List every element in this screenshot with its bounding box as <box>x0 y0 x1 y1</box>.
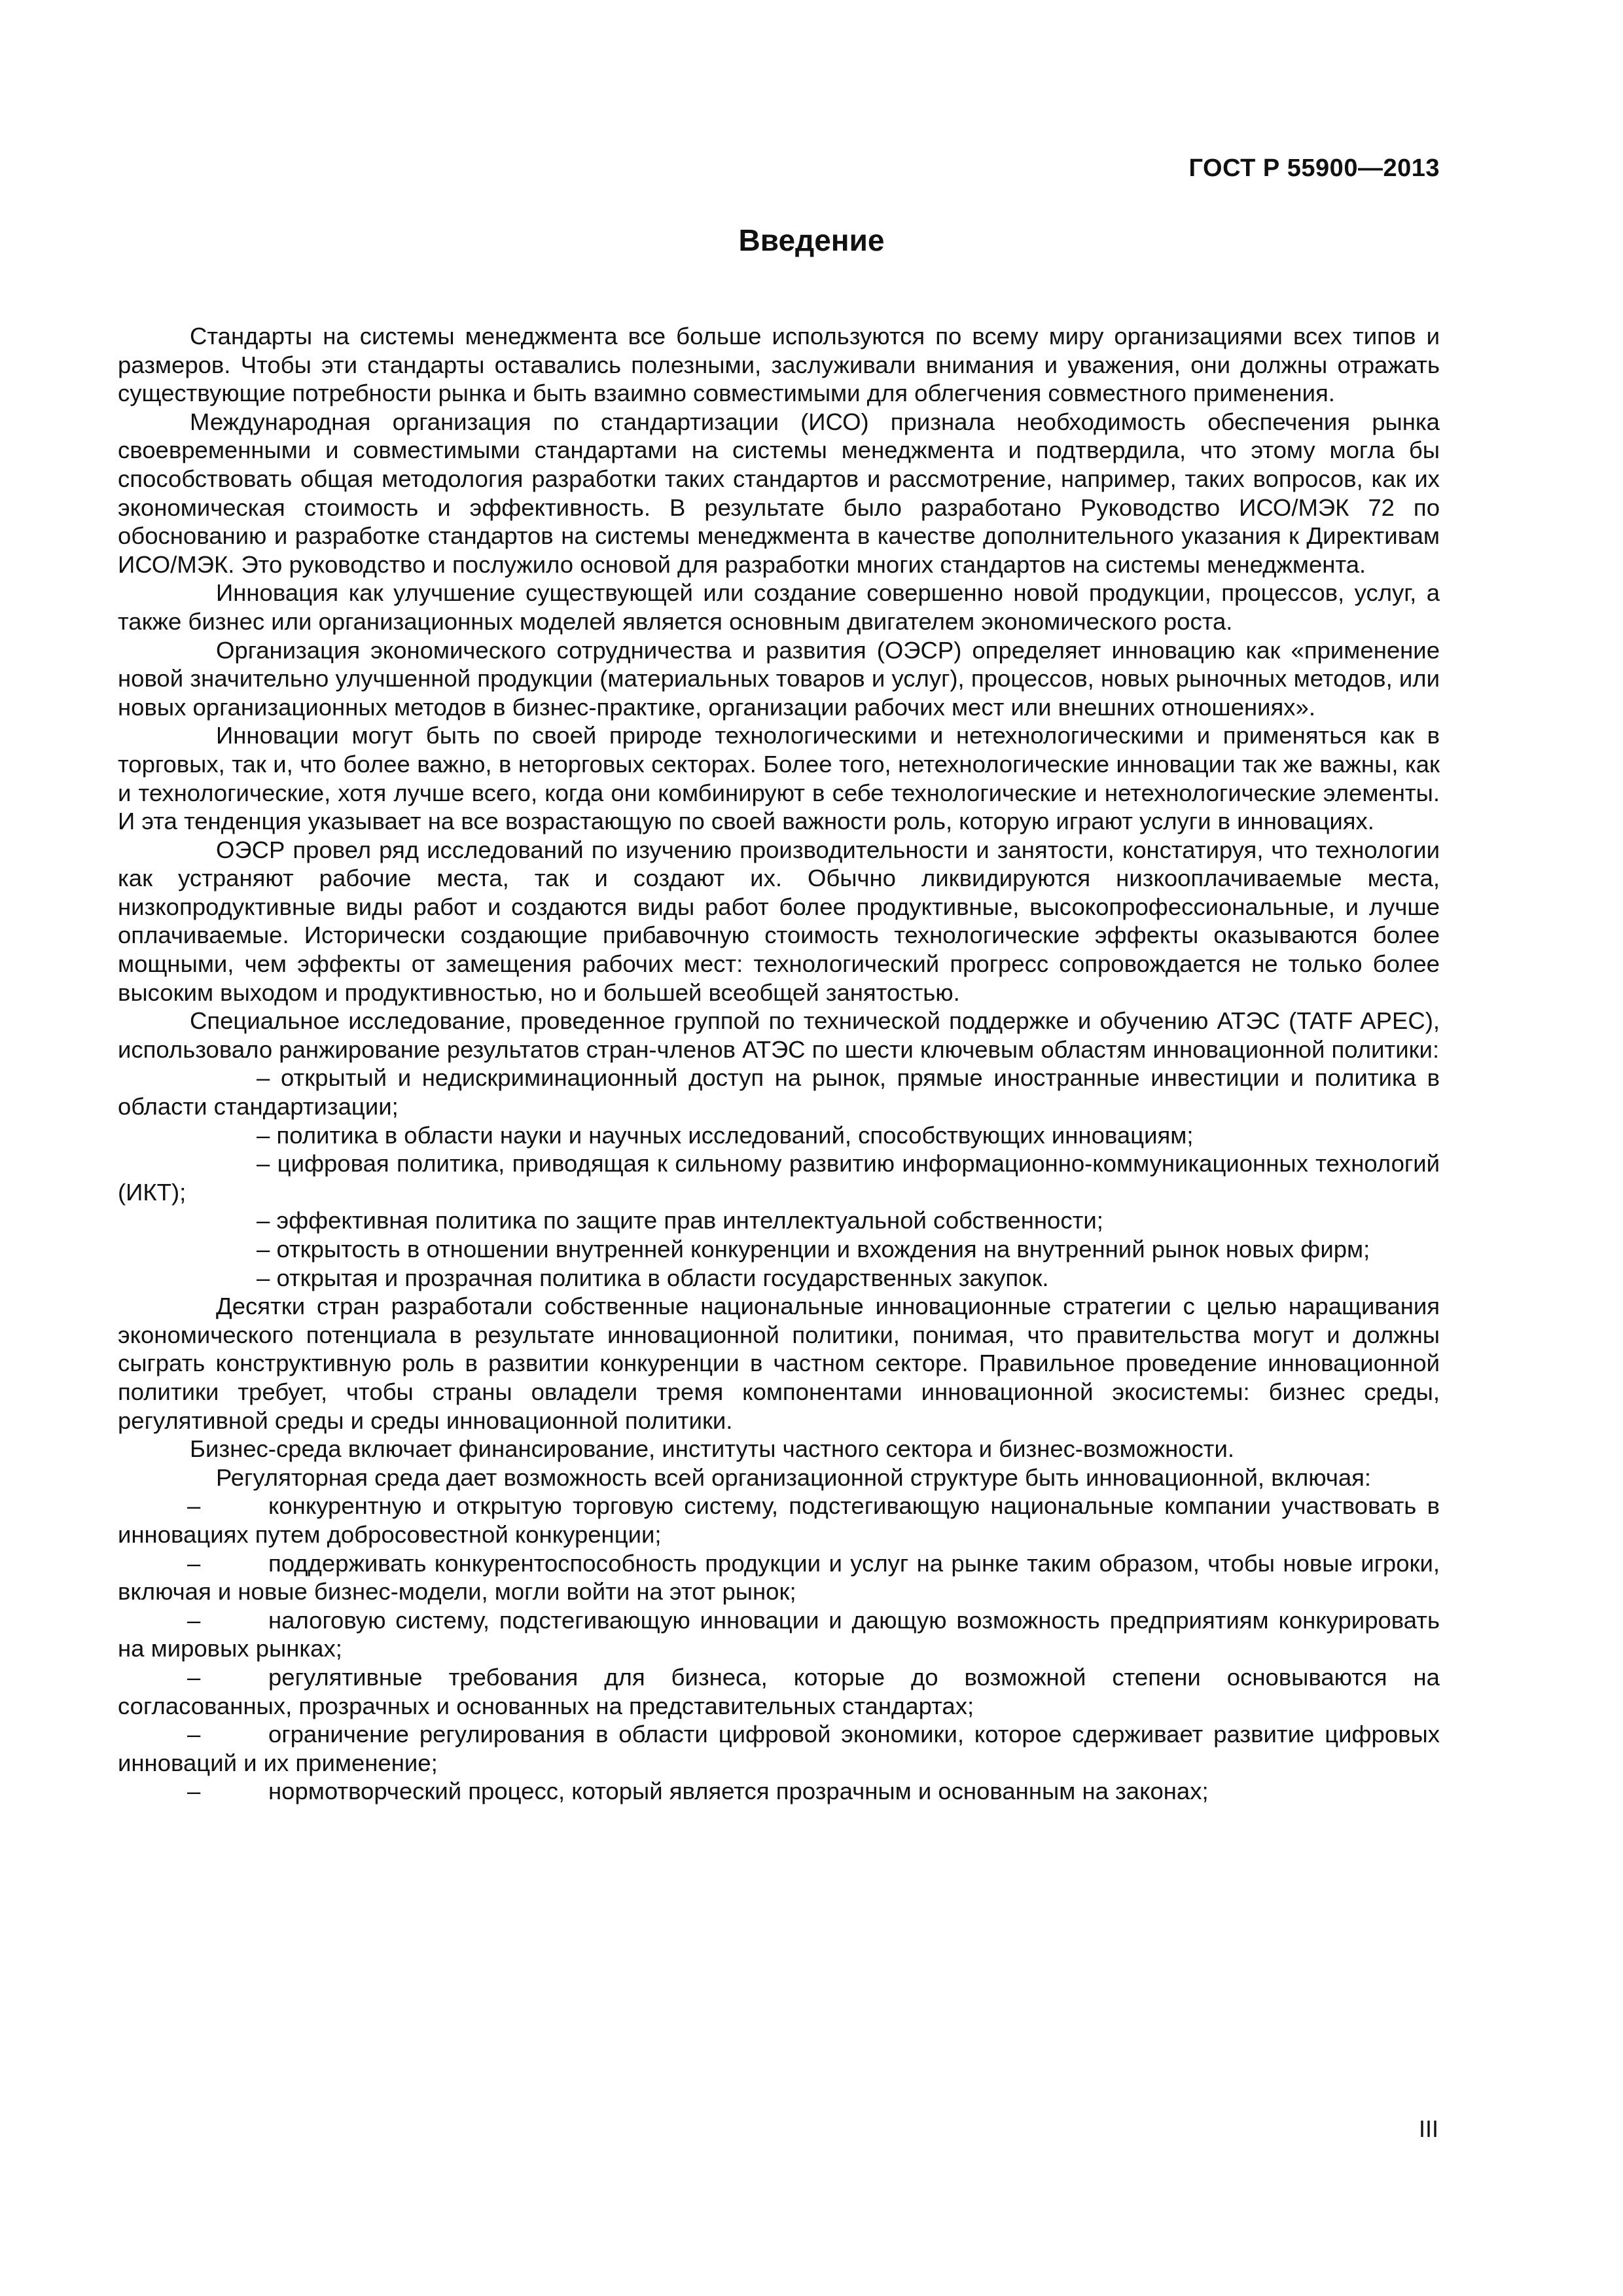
list-item-text: политика в области науки и научных исследований, способствующих инновациям; <box>276 1121 1194 1149</box>
list-item-text: налоговую систему, подстегивающую инновации и дающую возможность предприятиям конкурировать на мировых рынках; <box>118 1606 1440 1662</box>
list-item-text: регулятивные требования для бизнеса, которые до возможной степени основываются на согласованных, прозрачных и основанных на представительных стандартах; <box>118 1663 1440 1719</box>
section-title: Введение <box>738 223 885 257</box>
dash-marker: – <box>187 1778 201 1805</box>
paragraph: Стандарты на системы менеджмента все больше используются по всему миру организациями всех типов и размеров. Чтобы эти стандарты оставались полезными, заслуживали внимания и уважения, они должны отражать существующие потребности рынка и быть взаимно совместимыми для облегчения совместного применения. <box>118 323 1440 407</box>
list-item-text: цифровая политика, приводящая к сильному развитию информационно-коммуникационных технологий (ИКТ); <box>118 1150 1440 1206</box>
list-item <box>118 1663 1440 1720</box>
dash-marker: – <box>257 1236 270 1263</box>
list-item-text: открытая и прозрачная политика в области государственных закупок. <box>276 1264 1049 1291</box>
document-body <box>118 322 1440 1806</box>
list-item <box>118 1492 1440 1549</box>
paragraph: Международная организация по стандартизации (ИСО) признала необходимость обеспечения рынка своевременными и совместимыми стандартами на системы менеджмента и подтвердила, что этому могла бы способствовать общая методология разработки таких стандартов и рассмотрение, например, таких вопросов, как их экономическая стоимость и эффективность. В результате было разработано Руководство ИСО/МЭК 72 по обоснованию и разработке стандартов на системы менеджмента в качестве дополнительного указания к Директивам ИСО/МЭК. Это руководство и послужило основой для разработки многих стандартов на системы менеджмента. <box>118 408 1440 578</box>
document-header: ГОСТ Р 55900—2013 <box>1188 154 1440 182</box>
list-item-text: ограничение регулирования в области цифровой экономики, которое сдерживает развитие цифровых инноваций и их применение; <box>118 1721 1440 1776</box>
paragraph: Инновации могут быть по своей природе технологическими и нетехнологическими и применяться как в торговых, так и, что более важно, в неторговых секторах. Более того, нетехнологические инновации так же важны, как и технологические, хотя лучше всего, когда они комбинируют в себе технологические и нетехнологические элементы. И эта тенденция указывает на все возрастающую по своей важности роль, которую играют услуги в инновациях. <box>118 722 1440 835</box>
paragraph: Десятки стран разработали собственные национальные инновационные стратегии с целью наращивания экономического потенциала в результате инновационной политики, понимая, что правительства могут и должны сыграть конструктивную роль в развитии конкуренции в частном секторе. Правильное проведение инновационной политики требует, чтобы страны овладели тремя компонентами инновационной экосистемы: бизнес среды, регулятивной среды и среды инновационной политики. <box>118 1293 1440 1434</box>
list-item-text: конкурентную и открытую торговую систему, подстегивающую национальные компании участвовать в инновациях путем добросовестной конкуренции; <box>118 1492 1440 1548</box>
paragraph: Специальное исследование, проведенное группой по технической поддержке и обучению АТЭС (TATF APEC), использовало ранжирование результатов стран-членов АТЭС по шести ключевым областям инновационной политики: <box>118 1007 1440 1063</box>
paragraph: Регуляторная среда дает возможность всей организационной структуре быть инновационной, включая: <box>216 1463 1372 1491</box>
list-item-text: открытость в отношении внутренней конкуренции и вхождения на внутренний рынок новых фирм; <box>276 1236 1370 1263</box>
list-item-text: эффективная политика по защите прав интеллектуальной собственности; <box>276 1207 1103 1234</box>
list-item <box>118 1606 1440 1663</box>
paragraph: ОЭСР провел ряд исследований по изучению производительности и занятости, констатируя, что технологии как устраняют рабочие места, так и создают их. Обычно ликвидируются низкооплачиваемые места, низкопродуктивные виды работ и создаются виды работ более продуктивные, высокопрофессиональные, и лучше оплачиваемые. Исторически создающие прибавочную стоимость технологические эффекты оказываются более мощными, чем эффекты от замещения рабочих мест: технологический прогресс сопровождается не только более высоким выходом и продуктивностью, но и большей всеобщей занятостью. <box>118 836 1440 1006</box>
dash-marker: – <box>187 1492 201 1520</box>
dash-marker: – <box>257 1150 270 1177</box>
dash-marker: – <box>187 1721 201 1748</box>
list-item <box>118 1149 1440 1206</box>
list-item-text: нормотворческий процесс, который является прозрачным и основанным на законах; <box>268 1778 1209 1805</box>
paragraph: Инновация как улучшение существующей или создание совершенно новой продукции, процессов, услуг, а также бизнес или организационных моделей является основным двигателем экономического роста. <box>118 579 1440 635</box>
list-item <box>118 1064 1440 1121</box>
paragraph: Организация экономического сотрудничества и развития (ОЭСР) определяет инновацию как «применение новой значительно улучшенной продукции (материальных товаров и услуг), процессов, новых рыночных методов, или новых организационных методов в бизнес-практике, организации рабочих мест или внешних отношениях». <box>118 636 1440 721</box>
list-item <box>118 1777 1440 1806</box>
list-item <box>118 1549 1440 1606</box>
list-item-text: открытый и недискриминационный доступ на рынок, прямые иностранные инвестиции и политика в области стандартизации; <box>118 1064 1440 1121</box>
dash-marker: – <box>187 1663 201 1691</box>
list-item <box>118 1206 1440 1235</box>
list-item <box>118 1720 1440 1777</box>
paragraph: Бизнес-среда включает финансирование, институты частного сектора и бизнес-возможности. <box>190 1435 1235 1463</box>
list-item-text: поддерживать конкурентоспособность продукции и услуг на рынке таким образом, чтобы новые игроки, включая и новые бизнес-модели, могли войти на этот рынок; <box>118 1549 1440 1605</box>
dash-marker: – <box>187 1549 201 1577</box>
dash-marker: – <box>257 1207 270 1234</box>
dash-marker: – <box>257 1064 270 1092</box>
list-item <box>118 1121 1440 1150</box>
list-item <box>118 1264 1440 1293</box>
dash-marker: – <box>257 1264 270 1291</box>
page-number: III <box>1418 2115 1438 2142</box>
dash-marker: – <box>187 1606 201 1634</box>
list-item <box>118 1235 1440 1264</box>
dash-marker: – <box>257 1121 270 1149</box>
